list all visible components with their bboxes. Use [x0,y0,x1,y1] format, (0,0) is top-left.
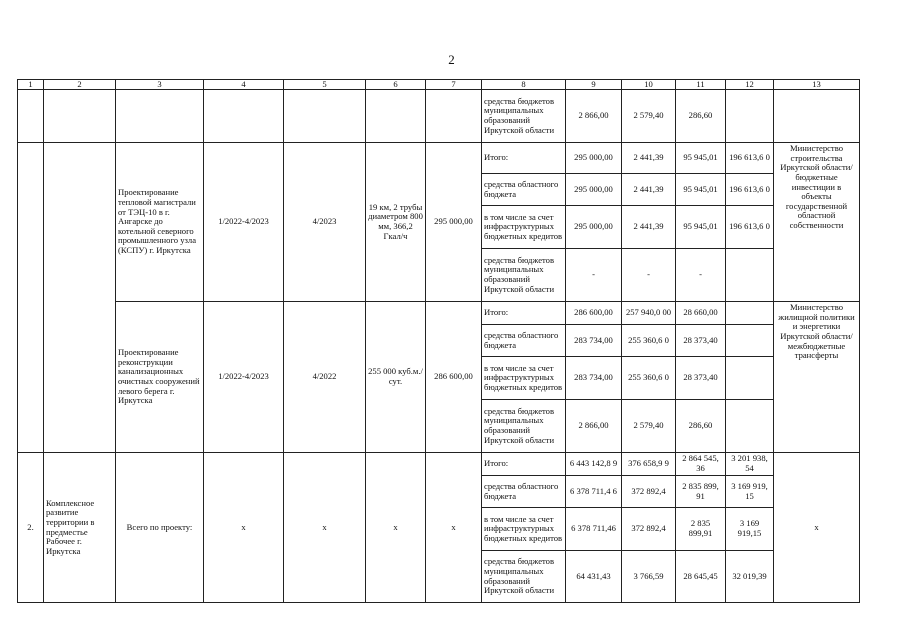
value-cell: 95 945,01 [676,143,726,174]
project-total-label: Всего по проекту: [116,453,204,603]
value-cell: 196 613,6 0 [726,174,774,206]
project-b-year: 4/2022 [284,302,366,453]
column-header: 12 [726,80,774,90]
funding-source: средства бюджетов муниципальных образований Иркутской области [482,400,566,453]
table-row [18,143,860,174]
project-total-c6: x [366,453,426,603]
column-header: 4 [204,80,284,90]
value-cell: - [676,249,726,302]
project-total-number: 2. [18,453,44,603]
project-a-cost: 295 000,00 [426,143,482,302]
project-a-responsible: Министерство строительства Иркутской области/ бюджетные инвестиции в объекты государственной областной собственности [774,143,860,302]
value-cell: 376 658,9 9 [622,453,676,476]
value-cell: 295 000,00 [566,143,622,174]
value-cell: 286 600,00 [566,302,622,325]
project-total-c4: x [204,453,284,603]
value-cell: 283 734,00 [566,325,622,357]
value-cell: 2 579,40 [622,90,676,143]
value-cell: 32 019,39 [726,551,774,603]
column-number-row [18,80,860,90]
funding-source: средства областного бюджета [482,325,566,357]
table-row [18,90,860,143]
project-a-year: 4/2023 [284,143,366,302]
value-cell: 286,60 [676,400,726,453]
project-total-c5: x [284,453,366,603]
value-cell [726,400,774,453]
column-header: 6 [366,80,426,90]
value-cell: 6 378 711,46 [566,508,622,551]
value-cell: 2 864 545, 36 [676,453,726,476]
project-b-name: Проектирование реконструкции канализационных очистных сооружений левого берега г. Иркутска [116,302,204,453]
value-cell: 3 201 938, 54 [726,453,774,476]
value-cell: 2 835 899,91 [676,508,726,551]
project-total-c13: x [774,453,860,603]
value-cell: 6 378 711,4 6 [566,476,622,508]
value-cell [726,357,774,400]
value-cell: 2 579,40 [622,400,676,453]
value-cell: 28 645,45 [676,551,726,603]
value-cell: 64 431,43 [566,551,622,603]
funding-source: средства бюджетов муниципальных образований Иркутской области [482,551,566,603]
value-cell: 196 613,6 0 [726,143,774,174]
value-cell: 2 835 899, 91 [676,476,726,508]
value-cell: 257 940,0 00 [622,302,676,325]
project-b-capacity: 255 000 куб.м./сут. [366,302,426,453]
value-cell: 286,60 [676,90,726,143]
value-cell: 372 892,4 [622,476,676,508]
funding-source: в том числе за счет инфраструктурных бюджетных кредитов [482,508,566,551]
value-cell [726,249,774,302]
funding-source: средства бюджетов муниципальных образований Иркутской области [482,90,566,143]
project-b-responsible: Министерство жилищной политики и энергетики Иркутской области/ межбюджетные трансферты [774,302,860,453]
project-b-period: 1/2022-4/2023 [204,302,284,453]
value-cell: 95 945,01 [676,206,726,249]
value-cell: 3 169 919, 15 [726,476,774,508]
column-header: 5 [284,80,366,90]
table-row [18,453,860,476]
table-row [18,302,860,325]
value-cell [726,325,774,357]
value-cell: 3 766,59 [622,551,676,603]
program-table [17,79,860,603]
column-header: 3 [116,80,204,90]
value-cell: 2 866,00 [566,400,622,453]
value-cell: 255 360,6 0 [622,357,676,400]
funding-source: в том числе за счет инфраструктурных бюджетных кредитов [482,357,566,400]
funding-source: средства областного бюджета [482,174,566,206]
value-cell: 283 734,00 [566,357,622,400]
value-cell: 28 373,40 [676,325,726,357]
column-header: 13 [774,80,860,90]
project-a-name: Проектирование тепловой магистрали от ТЭЦ-10 в г. Ангарске до котельной северного промышленного узла (КСПУ) г. Иркутска [116,143,204,302]
value-cell: 2 441,39 [622,206,676,249]
column-header: 2 [44,80,116,90]
column-header: 9 [566,80,622,90]
column-header: 7 [426,80,482,90]
value-cell: 295 000,00 [566,174,622,206]
funding-source: средства областного бюджета [482,476,566,508]
value-cell: 295 000,00 [566,206,622,249]
value-cell: 95 945,01 [676,174,726,206]
value-cell: - [566,249,622,302]
value-cell [726,90,774,143]
value-cell: 372 892,4 [622,508,676,551]
column-header: 8 [482,80,566,90]
funding-source: Итого: [482,453,566,476]
value-cell: 3 169 919,15 [726,508,774,551]
funding-source: в том числе за счет инфраструктурных бюджетных кредитов [482,206,566,249]
column-header: 10 [622,80,676,90]
value-cell: 2 441,39 [622,174,676,206]
column-header: 1 [18,80,44,90]
value-cell: 196 613,6 0 [726,206,774,249]
funding-source: Итого: [482,302,566,325]
funding-source: Итого: [482,143,566,174]
project-a-capacity: 19 км, 2 трубы диаметром 800 мм, 366,2 Гкал/ч [366,143,426,302]
project-b-cost: 286 600,00 [426,302,482,453]
project-a-period: 1/2022-4/2023 [204,143,284,302]
value-cell: 6 443 142,8 9 [566,453,622,476]
column-header: 11 [676,80,726,90]
value-cell: 2 441,39 [622,143,676,174]
value-cell: 28 660,00 [676,302,726,325]
value-cell: 255 360,6 0 [622,325,676,357]
value-cell: 2 866,00 [566,90,622,143]
value-cell: - [622,249,676,302]
value-cell [726,302,774,325]
project-total-name: Комплексное развитие территории в предместье Рабочее г. Иркутска [44,453,116,603]
page-number: 2 [448,52,455,67]
project-total-c7: x [426,453,482,603]
funding-source: средства бюджетов муниципальных образований Иркутской области [482,249,566,302]
value-cell: 28 373,40 [676,357,726,400]
